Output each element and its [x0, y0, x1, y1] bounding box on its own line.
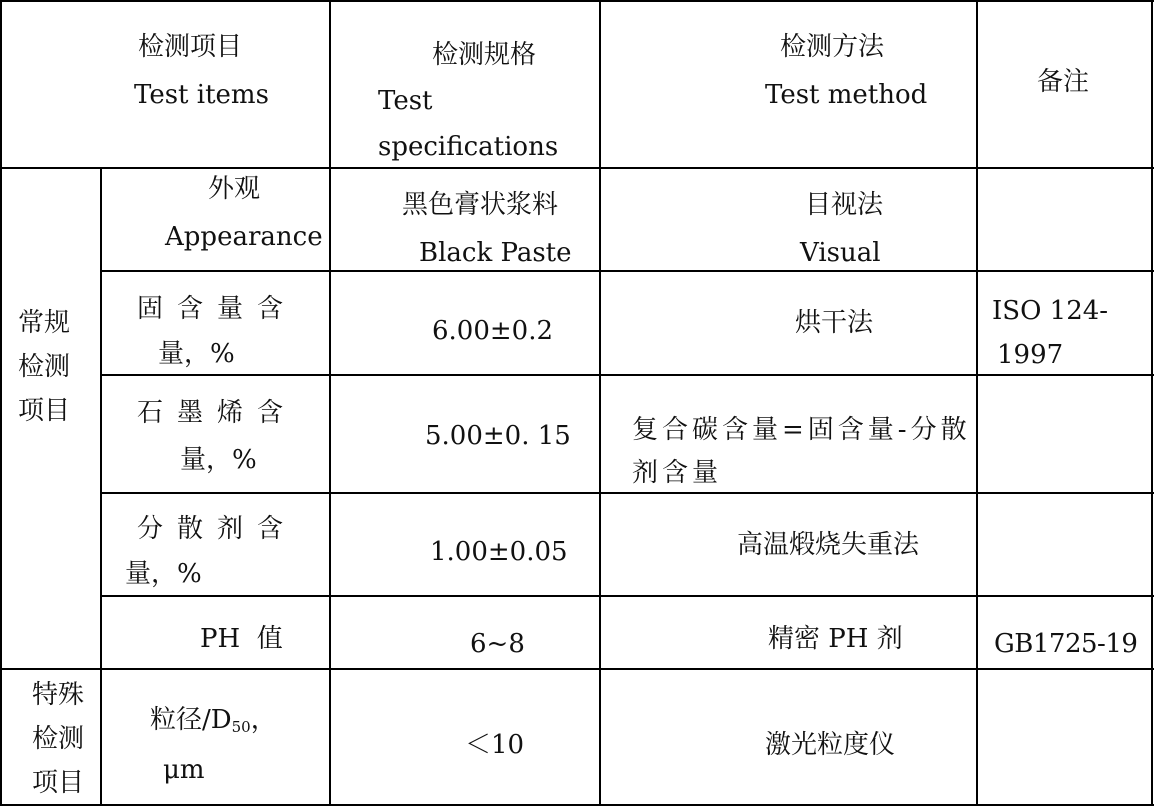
header-remark: 备注 — [1037, 67, 1090, 97]
graphene-method-line2: 剂含量 — [632, 458, 723, 488]
group-regular-line2: 检测 — [18, 352, 71, 382]
header-items-en: Test items — [134, 80, 269, 110]
ph-spec: 6~8 — [470, 629, 525, 659]
solid-remark-line2: 1997 — [997, 340, 1064, 370]
group-special-line1: 特殊 — [32, 680, 85, 710]
table-col-divider — [329, 0, 331, 806]
table-row-divider — [0, 668, 1154, 670]
appearance-method-en: Visual — [800, 238, 881, 268]
solid-method: 烘干法 — [795, 308, 874, 338]
graphene-spec: 5.00±0. 15 — [425, 421, 571, 451]
table-row-divider — [0, 167, 1154, 169]
ph-item: PH 值 — [200, 624, 283, 654]
appearance-method-cn: 目视法 — [805, 190, 884, 220]
header-spec-en-line2: specifications — [378, 132, 559, 162]
table-col-divider — [100, 167, 102, 806]
header-spec-cn: 检测规格 — [432, 40, 537, 70]
header-method-cn: 检测方法 — [780, 32, 885, 62]
header-spec-en-line1: Test — [378, 86, 433, 116]
dispersant-method: 高温煅烧失重法 — [737, 530, 920, 560]
table-row-divider — [100, 374, 1154, 376]
appearance-item-en: Appearance — [165, 222, 323, 252]
particle-method: 激光粒度仪 — [765, 730, 896, 760]
table-border-bottom — [0, 804, 1154, 806]
particle-item-line1 — [150, 705, 277, 742]
particle-item-line2: μm — [163, 755, 205, 785]
table-col-divider — [599, 0, 601, 806]
graphene-item-line2: 量，% — [180, 445, 257, 475]
particle-item-suffix: ， — [250, 705, 277, 735]
group-special-line3: 项目 — [32, 768, 85, 798]
table-row-divider — [100, 492, 1154, 494]
particle-item-subscript: 50 — [231, 718, 251, 736]
ph-remark: GB1725-19 — [994, 629, 1138, 659]
appearance-spec-cn: 黑色膏状浆料 — [402, 190, 559, 220]
particle-spec: ＜10 — [465, 730, 525, 760]
header-method-en: Test method — [765, 80, 928, 110]
table-border-left — [0, 0, 2, 806]
ph-method: 精密 PH 剂 — [768, 624, 903, 654]
dispersant-item-line2: 量，% — [125, 559, 202, 589]
header-items-cn: 检测项目 — [138, 32, 243, 62]
solid-item-line1: 固含量含 — [137, 294, 298, 324]
solid-remark-line1: ISO 124- — [992, 296, 1109, 326]
group-regular-line3: 项目 — [18, 396, 71, 426]
table-border-right — [1151, 0, 1153, 806]
table-row-divider — [100, 270, 1154, 272]
dispersant-item-line1: 分散剂含 — [137, 514, 298, 544]
particle-item-prefix: 粒径/D — [150, 705, 232, 735]
solid-spec: 6.00±0.2 — [432, 316, 554, 346]
appearance-spec-en: Black Paste — [419, 238, 572, 268]
group-regular-line1: 常规 — [18, 308, 71, 338]
table-col-divider — [976, 0, 978, 806]
solid-item-line2: 量，% — [158, 339, 235, 369]
group-special-line2: 检测 — [32, 724, 85, 754]
dispersant-spec: 1.00±0.05 — [430, 537, 568, 567]
table-row-divider — [100, 595, 1154, 597]
graphene-item-line1: 石墨烯含 — [137, 398, 298, 428]
appearance-item-cn: 外观 — [208, 174, 261, 204]
table-border-top — [0, 0, 1154, 2]
graphene-method-line1: 复合碳含量=固含量-分散 — [632, 415, 971, 445]
